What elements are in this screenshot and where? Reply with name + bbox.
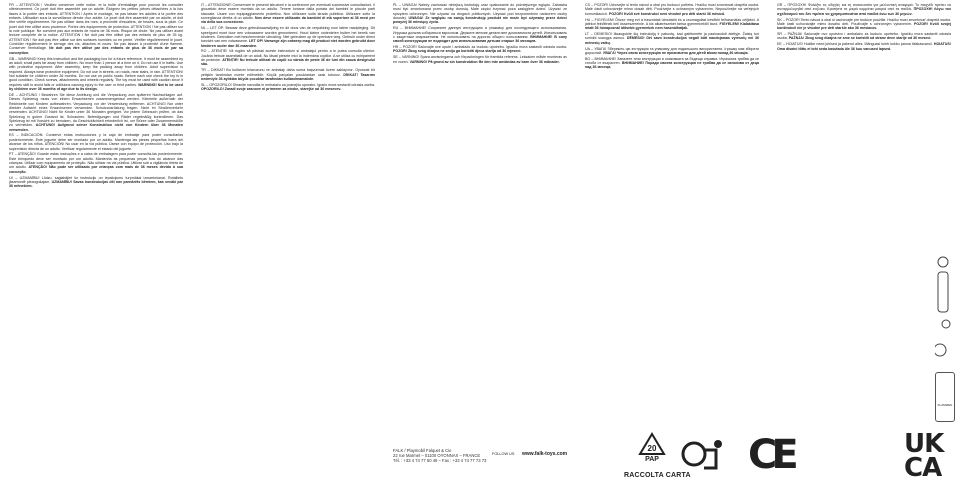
text-column-3 (393, 3, 567, 423)
follow-us-label: FOLLOW US (492, 452, 515, 456)
warning-et: EE – HOIATUS! Hoidke need juhised ja pakend alles. Mänguasi tuleb kokku panna täiskasvanul. HOIATUS! Oma disaini tõttu ei tohi seda kasutada üle 36 kuu vanused lapsed. (777, 42, 951, 51)
recycle-triangle-icon (637, 432, 667, 458)
warning-lt: LT – DĖMESIO! Išsaugokite šią instrukciją ir pakuotę, kad galėtumėte ja pasinaudoti ateityje. Žaislą turi surinkti suaugęs asmuo. DĖMESIO! Dėl savo konstrukcijos negali būti naudojamas vyresnių nei 36 mėnesių vaikų. (585, 32, 759, 45)
text-column-1 (9, 3, 183, 478)
recycle-number: 20 (647, 444, 657, 453)
warning-pt: PT – ATENÇÃO! Guarde estas instruções e a caixa de embalagem para poder consultá-las posteriormente. Este brinquedo deve ser montado por um adulto. Mantenha as pequenas peças fora do alcance das crianças. Utilizar com equipamento de proteção. Não utilizar na via pública. Utilizar sob a vigilância direta de um adulto. ATENÇÃO! Não pode ser utilizado por crianças com mais de 36 meses devido à sua conceção. (9, 152, 183, 174)
warning-sk: SK – POZOR! Tento návod a obal si uschovajte pre budúce použitie. Hračku musí zmontovať dospelá osoba. Malé časti uchovávajte mimo dosahu detí. Používajte s ochranným vybavením. POZOR! Kvôli svojej konštrukcii nie je vhodné pre deti staršie ako 36 mesiacov. (777, 17, 951, 31)
warning-en: GB – WARNING! Keep this instruction and the packaging box for a future reference. It must be assembled by an adult; small parts far away from children. No more than 1 person at a time on it. Do not use it in traffic. Use with protective equipment. After assembly, keep the packing away from children. Adult supervision is required. Always wear protective equipment. Do not use in streets, on roads, near stairs, in rain. ATTENTION! Not suitable for children under 36 months. Do not use on public roads. Before each use check the toy is in good condition. Check screws, attachments and wheels regularly. The toy must be used with caution since it requires skill to avoid falls or collisions causing injury to the user or third parties. WARNING! Not to be used by children over 36 months of age due to its design. (9, 56, 183, 92)
warning-tr: TR – DİKKAT! Bu kullanım kılavuzunu ve ambalajı daha sonra başvurmak üzere saklayınız. Oyuncak bir yetişkin tarafından monte edilmelidir. Küçük parçaları çocuklardan uzak tutunuz. DİKKAT! Tasarımı nedeniyle 36 aylıktan büyük çocuklar tarafından kullanılmamalıdır. (201, 68, 375, 81)
warning-sr: SR – PAŽNJA! Sačuvajte ovo uputstvo i ambalažu za buduću upotrebu. Igračku mora sastaviti odrasla osoba. PAŽNJA! Zbog svog dizajna ne sme se koristiti od strane dece starije od 36 meseci. (777, 32, 951, 41)
ukca-mark (904, 429, 954, 483)
warning-ua: UA – УВАГА! Збережіть цю інструкцію та упаковку для подальшого використання. Іграшку має збирати дорослий. УВАГА! Через свою конструкцію не призначено для дітей віком понад 36 місяців. (585, 46, 759, 55)
warning-ro: RO – ATENȚIE! Vă rugăm să păstrați aceste instrucțiuni și ambalajul pentru a le putea consulta ulterior. Jucăria trebuie asamblată de un adult. Nu lăsați piesele mici la îndemâna copiilor. A se utiliza cu echipament de protecție. ATENȚIE! Nu trebuie utilizat de copiii cu vârsta de peste 36 de luni din cauza designului său. (201, 49, 375, 67)
company-street: 22 rue Marmet – 01100 OYONNAX – FRANCE (393, 453, 481, 459)
recycle-text: RACCOLTA CARTA (624, 472, 691, 479)
warning-hu: HU – FIGYELEM! Őrizze meg ezt a használati útmutatót és a csomagolást későbbi felhasználás céljából. A játékot felnőttnek kell összeszerelnie. A kis alkatrészeket tartsa gyermekektől távol. FIGYELEM! Kialakítása miatt 36 hónaposnál idősebb gyermekek nem használhatják. (585, 17, 759, 31)
recycling-logo (634, 432, 670, 463)
warning-hr: HR – POZOR! Sačuvajte ove upute i ambalažu za buduću upotrebu. Igračku mora sastaviti odrasla osoba. POZOR! Zbog svog dizajna ne smiju ga koristiti djeca starija od 36 mjeseci. (393, 45, 567, 54)
warning-sl: SL – OPOZORILO! Shranite navodila in embalažo za poznejšo uporabo. Igračo mora sestaviti odrasla oseba. OPOZORILO! Zaradi svoje zasnove ni primeren za otroke, starejše od 36 mesecev. (201, 82, 375, 92)
ukca-top: UK (904, 429, 944, 459)
warning-fr: FR – ATTENTION ! Veuillez conserver cette notice, et la boîte d'emballage pour pouvoir les consulter ultérieurement. Ce jouet doit être assemblé par un adulte. Éloignez les petites pièces détachées à la fois lisses à la portée des enfants. ATTENTION ! Après le montage, ne pas laisser les adultes à la portée des enfants. Utilisation sous la surveillance directe d'un adulte. Le jouet doit être assemblé par un adulte, et doit être vérifié régulièrement. Ne pas utiliser dans les rues, à proximité d'escaliers, de fossés, sous la pluie. Ce jouet doit être utilisé avec prudence. Portez des équipements de protection. ATTENTION ! Ne pas utiliser sur la voie publique. Ne convient pas aux enfants de moins de 36 mois. Risque de chute. Ne pas utiliser avant lecture complète de la notice. ATTENTION ! Ne doit pas être utilisé par des enfants de plus de 35 kg. ATTENTION ! Ne doit pas être utilisé sur des surfaces humides ou en pente. Vérifier régulièrement le jouet. Contrôler régulièrement le serrage des vis, attaches et roues. Ne pas laisser à proximité d'une flamme. Conserver l'emballage. Ne doit pas être utilisé par des enfants de plus de 36 mois de par sa conception. (9, 3, 183, 55)
warning-cs: CS – POZOR! Uchovejte si tento návod a obal pro budoucí potřebu. Hračku musí smontovat dospělá osoba. Malé části uchovávejte mimo dosah dětí. Používejte s ochranným vybavením. Nepoužívejte na veřejných komunikacích. POZOR! Kvůli své konstrukci není vhodné pro děti starší 36 měsíců. (585, 3, 759, 16)
text-column-2 (201, 3, 375, 478)
warning-es: ES – INDICACIÓN: Conserve estas instrucciones y la caja de embalaje para poder consultarlas posteriormente. Este juguete debe ser montado por un adulto. Mantenga las piezas pequeñas fuera del alcance de los niños. ATENCIÓN! No usar en la vía pública. Úsese con equipo de protección. Uso bajo la supervisión directa de un adulto. Verificar regularmente el estado del juguete. (9, 133, 183, 151)
triman-icon (678, 434, 728, 480)
text-column-5 (777, 3, 951, 373)
ukca-bottom: CA (904, 453, 942, 483)
protection-gear-icon: FLAMMEN (935, 372, 955, 422)
warning-sv: SE – VARNING! Spara anvisningarna och förpackningen för framtida referens. Leksaken måste monteras av en vuxen. VARNING! På grund av sin konstruktion får den inte användas av barn över 36 månader. (393, 55, 567, 64)
warning-el: GR – ΠΡΟΣΟΧΗ! Φυλάξτε τις οδηγίες και τη συσκευασία για μελλοντική αναφορά. Το παιχνίδι πρέπει να συναρμολογηθεί από ενήλικα. Κρατήστε τα μικρά κομμάτια μακριά από τα παιδιά. ΠΡΟΣΟΧΗ! Λόγω του σχεδιασμού του δεν πρέπει να χρησιμοποιείται από παιδιά άνω των 36 μηνών. (777, 3, 951, 16)
warning-lv: LV – UZMANĪBU! Lūdzu, saglabājiet šo instrukciju un iepakojumu turpmākai izmantošanai. Rotaļlietu jāsamontē pieaugušajam. UZMANĪBU! Savas konstrukcijas dēļ nav paredzēts bērniem, kas vecāki par 36 mēnešiem. (9, 175, 183, 189)
warning-nl: NL – LET OP: Bewaar deze gebruiksaanwijzing en de doos van de verpakking voor latere raadpleging. Dit speelgoed moet door een volwassene worden gemonteerd. Houd kleine onderdelen buiten het bereik van kinderen. Gebruiken met beschermende uitrusting. Niet gebruiken op de openbare weg. Gebruik onder direct toezicht van een volwassene. LET OP! Vanwege zijn ontwerp mag dit product niet worden gebruikt door kinderen ouder dan 36 maanden. (201, 26, 375, 48)
company-name: FALK / Playmobil Falquet & Cie (393, 448, 452, 453)
text-column-4 (585, 3, 759, 421)
warning-it: IT – ATTENZIONE! Conservare le presenti istruzioni e la confezione per eventuali successive consultazioni. Il giocattolo deve essere montato da un adulto. Tenere lontane dalla portata dei bambini le piccole parti staccate. Usare con equipaggiamento protettivo. Non utilizzare sulla strada pubblica. Utilizzare sotto la sorveglianza diretta di un adulto. Non deve essere utilizzato da bambini di età superiore ai 36 mesi per via della sua concezione. (201, 3, 375, 25)
company-website[interactable]: www.falk-toys.com (522, 451, 568, 457)
ce-mark: CE (748, 432, 793, 478)
warning-bg: BG – ВНИМАНИЕ! Запазете тези инструкции и опаковката за бъдеща справка. Играчката трябва да се сглоби от възрастен. ВНИМАНИЕ! Поради своята конструкция не трябва да се използва от деца над 36 месеца. (585, 56, 759, 70)
warning-de: DE – ACHTUNG ! Bewahren Sie diese Anleitung und die Verpackung zum späteren Nachschlagen auf. Dieses Spielzeug muss von einem Erwachsenen zusammengebaut werden. Kleinteile außerhalb der Reichweite von Kindern aufbewahren. Verpackung vor der Verwendung entfernen. ACHTUNG! Nur unter direkter Aufsicht eines Erwachsenen verwenden. Schutzausrüstung tragen. Nicht im Straßenverkehr verwenden. ACHTUNG! Nicht für Kinder unter 36 Monaten geeignet. Vor jedem Gebrauch prüfen, ob das Spielzeug in gutem Zustand ist. Schrauben, Befestigungen und Räder regelmäßig kontrollieren. Das Spielzeug ist mit Vorsicht zu benutzen, da Geschicklichkeit erforderlich ist, um Stürze oder Zusammenstöße zu vermeiden. ACHTUNG! Aufgrund seiner Konstruktion nicht von Kindern über 36 Monaten verwenden. (9, 92, 183, 132)
rider-figure-icon (935, 254, 951, 364)
recycle-code: PAP (645, 456, 659, 463)
company-phone: Tél. : +33 4 74 77 50 46 – Fax : +33 4 74 77 73 73 (393, 458, 487, 464)
warning-ru: RU – ВНИМАНИЕ! Сохраните данную инструкцию и упаковку для последующего использования. Игрушка должна собираться взрослым. Держите мелкие детали вне досягаемости детей. Использовать с защитным снаряжением. Не использовать на дорогах общего пользования. ВНИМАНИЕ! В силу своей конструкции не подходит для использования детьми старше 36 месяцев. (393, 26, 567, 44)
warning-pl: PL – UWAGA! Należy zachować niniejszą instrukcję oraz opakowanie do późniejszego wglądu. Zabawka musi być zmontowana przez osobę dorosłą. Małe części trzymać poza zasięgiem dzieci. Używać ze sprzętem ochronnym. Nie używać na drogach publicznych. Używać pod bezpośrednim nadzorem osoby dorosłej. UWAGA! Ze względu na swoją konstrukcję produkt nie może być używany przez dzieci powyżej 36 miesięcy życia. (393, 3, 567, 25)
